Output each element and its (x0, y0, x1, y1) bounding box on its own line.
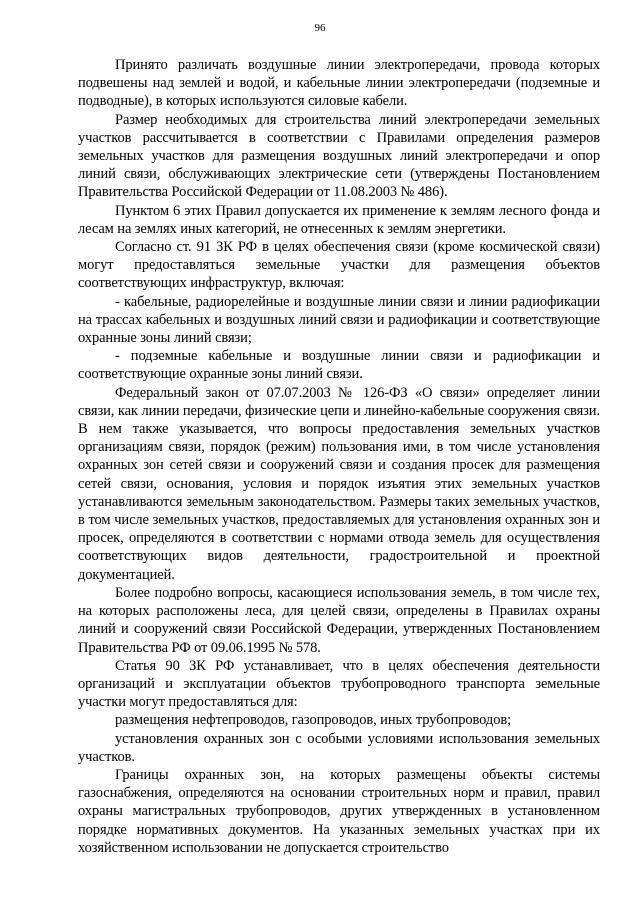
paragraph: Пунктом 6 этих Правил допускается их применение к землям лесного фонда и лесам на землях иных категорий, не отнесенных к землям энергетики. (78, 202, 600, 237)
paragraph: Границы охранных зон, на которых размещены объекты системы газоснабжения, определяются на основании строительных норм и правил, правил охраны магистральных трубопроводов, других утвержденных в установленном порядке нормативных документов. На указанных земельных участках при их хозяйственном использовании не допускается строительство (78, 766, 600, 856)
page-number: 96 (314, 22, 326, 34)
list-item: размещения нефтепроводов, газопроводов, иных трубопроводов; (115, 712, 512, 729)
list-item: - подземные кабельные и воздушные линии связи и радиофикации и соответствующие охранные зоны линий связи. (78, 348, 600, 383)
paragraph: Более подробно вопросы, касающиеся использования земель, в том числе тех, на которых расположены леса, для целей связи, определены в Правилах охраны линий и сооружений связи Российской Федерации, утвержденных Постановлением Правительства РФ от 09.06.1995 № 578. (78, 584, 600, 656)
paragraph: Размер необходимых для строительства линий электропередачи земельных участков рассчитывается в соответствии с Правилами определения размеров земельных участков для размещения воздушных линий электропередачи и опор линий связи, обслуживающих электрические сети (утверждены Постановлением Правительства Российской Федерации от 11.08.2003 № 486). (78, 111, 600, 201)
paragraph: Федеральный закон от 07.07.2003 № 126-ФЗ «О связи» определяет линии связи, как линии передачи, физические цепи и линейно-кабельные сооружения связи. В нем также указывается, что вопросы предоставления земельных участков организациям связи, порядок (режим) пользования ими, в том числе установления охранных зон сетей связи и сооружений связи и создания просек для размещения сетей связи, основания, условия и порядок изъятия этих земельных участков устанавливаются земельным законодательством. Размеры таких земельных участков, в том числе земельных участков, предоставляемых для установления охранных зон и просек, определяются в соответствии с нормами отвода земель для осуществления соответствующих видов деятельности, градостроительной и проектной документацией. (78, 384, 600, 583)
list-item: - кабельные, радиорелейные и воздушные линии связи и линии радиофикации на трассах кабельных и воздушных линий связи и радиофикации и соответствующие охранные зоны линий связи; (78, 293, 600, 347)
document-body (78, 56, 600, 857)
paragraph: Согласно ст. 91 ЗК РФ в целях обеспечения связи (кроме космической связи) могут предоставляться земельные участки для размещения объектов соответствующих инфраструктур, включая: (78, 239, 600, 292)
list-item: установления охранных зон с особыми условиями использования земельных участков. (78, 730, 600, 765)
paragraph: Статья 90 ЗК РФ устанавливает, что в целях обеспечения деятельности организаций и эксплуатации объектов трубопроводного транспорта земельные участки могут предоставляться для: (78, 657, 600, 711)
paragraph: Принято различать воздушные линии электропередачи, провода которых подвешены над землей и водой, и кабельные линии электропередачи (подземные и подводные), в которых используются силовые кабели. (78, 57, 600, 110)
